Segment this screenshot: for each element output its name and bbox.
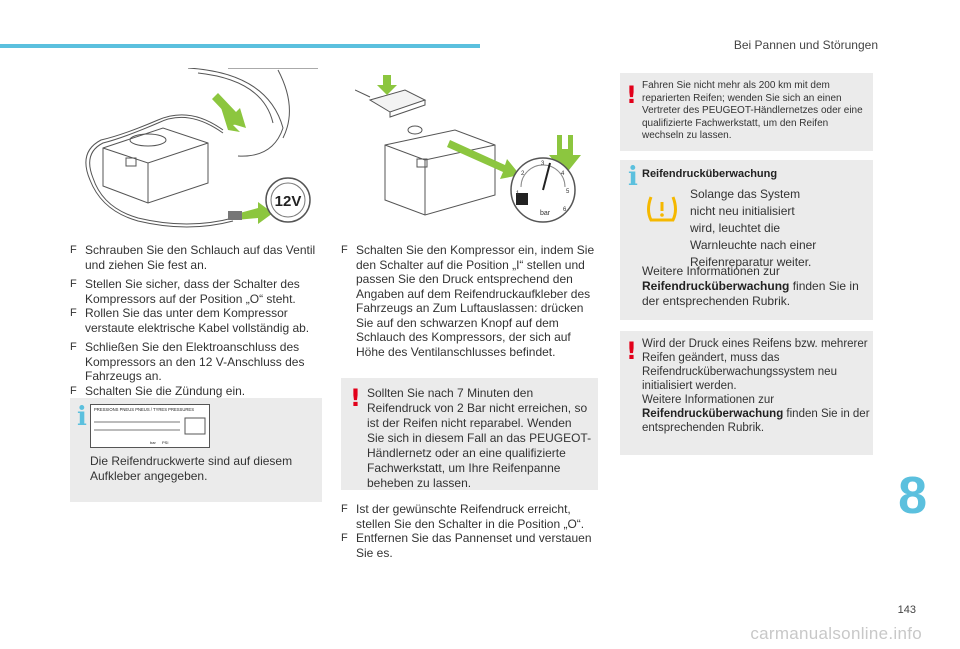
section-title: Bei Pannen und Störungen <box>733 38 878 52</box>
info-text: Die Reifendruckwerte sind auf diesem Aufkleber angegeben. <box>90 454 293 483</box>
tpms-warning-lamp-icon <box>645 194 679 226</box>
warning-box-7-minutes <box>341 378 598 490</box>
watermark: carmanualsonline.info <box>750 624 922 643</box>
warning-icon: ! <box>350 384 361 412</box>
compressor-tyre-illustration <box>68 68 328 238</box>
instruction-list-3 <box>341 502 601 565</box>
instruction-list-1 <box>70 243 325 403</box>
warning-icon: ! <box>626 81 637 109</box>
list-item: F Entfernen Sie das Pannenset und verstauen Sie es. <box>341 531 592 560</box>
instruction-list-2 <box>341 243 601 364</box>
gauge-tick-1: 1 <box>516 191 520 197</box>
header-accent-bar <box>0 44 480 48</box>
info-icon: i <box>77 402 87 432</box>
tpms-title: Reifendrucküberwachung <box>642 168 778 180</box>
gauge-tick-6: 6 <box>563 207 567 213</box>
gauge-tick-2: 2 <box>521 171 525 177</box>
info-icon: i <box>628 162 638 192</box>
warning-text: Fahren Sie nicht mehr als 200 km mit dem reparierten Reifen; wenden Sie sich an einen Vertreter des PEUGEOT-Händlernetzes oder eine qualifizierte Fachwerkstatt, um den Reifen wechseln zu lassen. <box>642 80 863 141</box>
info-box-tpms <box>620 160 873 320</box>
sticker-bar: bar <box>150 440 156 445</box>
tyre-pressure-sticker-image <box>90 404 210 448</box>
gauge-tick-4: 4 <box>561 171 565 177</box>
list-item: F Schrauben Sie den Schlauch auf das Ventil und ziehen Sie fest an. <box>70 243 316 272</box>
tpms-more-info: Weitere Informationen zur Reifendrucküberwachung finden Sie in der entsprechenden Rubrik. <box>642 264 859 308</box>
socket-label: 12V <box>274 193 302 210</box>
gauge-tick-5: 5 <box>566 189 570 195</box>
list-item: F Stellen Sie sicher, dass der Schalter des Kompressors auf der Position „O“ steht. <box>70 277 300 306</box>
list-item: F Schalten Sie den Kompressor ein, indem Sie den Schalter auf die Position „I“ stellen und passen Sie den Druck entsprechend den Angaben auf dem Reifendruckaufkleber des Fahrzeugs an Zum Luftauslassen: drücken Sie auf den schwarzen Knopf auf dem Schlauch des Kompressors, der sich auf Höhe des Ventilanschlusses befindet. <box>341 243 595 359</box>
sticker-title: PRESSIONS PNEUS PNEUS / TYRES PRESSURES <box>94 407 194 412</box>
gauge-unit: bar <box>539 210 551 217</box>
page-number: 143 <box>897 604 916 616</box>
chapter-number: 8 <box>898 467 927 525</box>
warning-text: Wird der Druck eines Reifens bzw. mehrerer Reifen geändert, muss das Reifendrucküberwachungssystem neu initialisiert werden. Weitere Informationen zur Reifendrucküberwachung finden Sie in der entsprechenden Rubrik. <box>642 338 870 434</box>
info-box-tyre-sticker <box>70 398 322 502</box>
list-item: F Rollen Sie das unter dem Kompressor verstaute elektrische Kabel vollständig ab. <box>70 306 310 335</box>
warning-icon: ! <box>626 337 637 365</box>
warning-box-tpms-reset <box>620 331 873 455</box>
warning-box-200km <box>620 73 873 151</box>
gauge-tick-3: 3 <box>541 161 545 167</box>
list-item: F Schließen Sie den Elektroanschluss des Kompressors an den 12 V-Anschluss des Fahrzeugs an. <box>70 340 305 383</box>
warning-text: Sollten Sie nach 7 Minuten den Reifendruck von 2 Bar nicht erreichen, so ist der Reifen nicht reparabel. Wenden Sie sich in diesem Fall an das PEUGEOT-Händlernetz oder an eine qualifizierte Fachwerkstatt, um Ihre Reifenpanne beheben zu lassen. <box>367 386 592 490</box>
list-item: F Schalten Sie die Zündung ein. <box>70 383 246 398</box>
sticker-unit: PSI <box>162 440 169 445</box>
tpms-text: Solange das System nicht neu initialisiert wird, leuchtet die Warnleuchte nach einer Reifenreparatur weiter. <box>690 187 817 269</box>
compressor-gauge-illustration <box>355 75 595 230</box>
list-item: F Ist der gewünschte Reifendruck erreicht, stellen Sie den Schalter in die Position „O“. <box>341 502 585 531</box>
